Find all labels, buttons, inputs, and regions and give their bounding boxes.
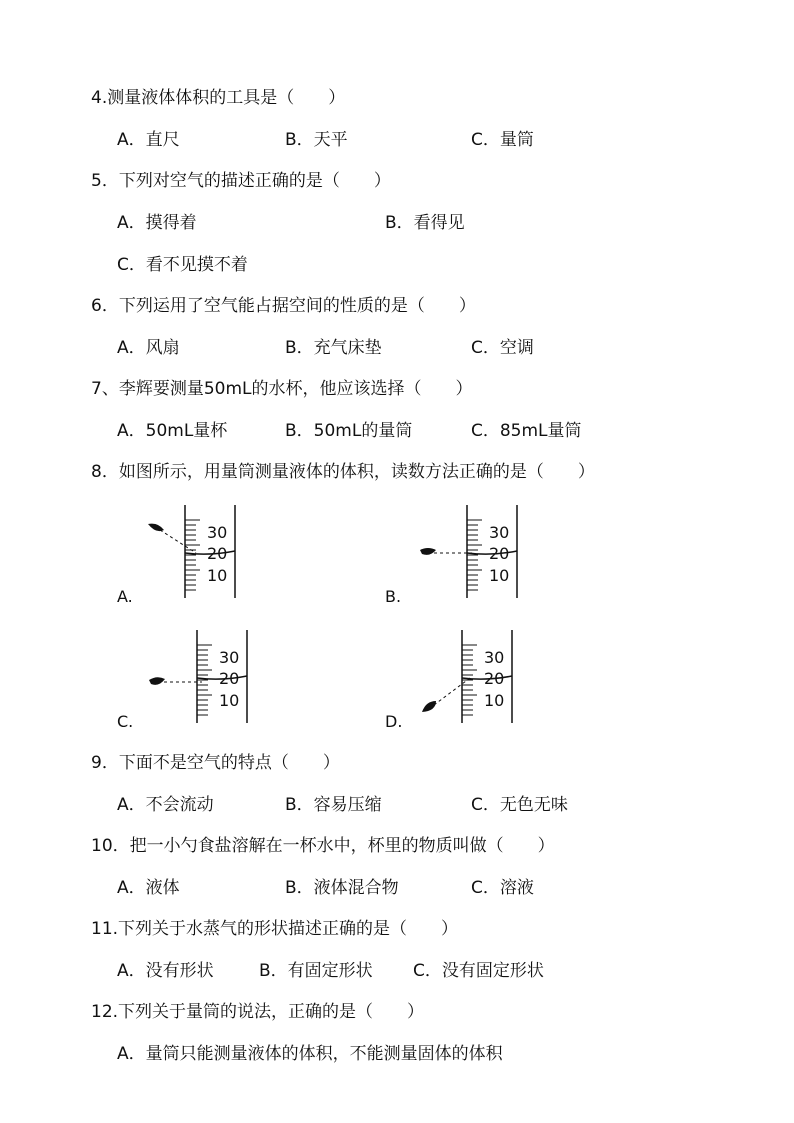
scale-label-20: 20	[484, 669, 505, 688]
figure-d-label[interactable]: D.	[385, 712, 403, 731]
eye-icon	[149, 677, 165, 685]
question-5-stem: 5．下列对空气的描述正确的是（ ）	[91, 171, 391, 191]
question-12-option-a[interactable]: A．量筒只能测量液体的体积，不能测量固体的体积	[117, 1044, 503, 1064]
question-9-option-a[interactable]: A．不会流动	[117, 795, 214, 815]
question-4-option-c[interactable]: C．量筒	[471, 130, 534, 150]
scale-label-30: 30	[484, 648, 505, 667]
question-5-option-a[interactable]: A．摸得着	[117, 213, 197, 233]
question-7-option-c[interactable]: C．85mL量筒	[471, 421, 582, 441]
figure-a-label[interactable]: A.	[117, 587, 133, 606]
question-12-stem: 12.下列关于量筒的说法，正确的是（ ）	[91, 1002, 425, 1022]
scale-label-10: 10	[219, 691, 240, 710]
figure-c-label[interactable]: C.	[117, 712, 134, 731]
question-6-option-a[interactable]: A．风扇	[117, 338, 180, 358]
scale-label-20: 20	[489, 544, 510, 563]
question-10-option-b[interactable]: B．液体混合物	[285, 878, 399, 898]
question-7-option-b[interactable]: B．50mL的量筒	[285, 421, 413, 441]
scale-label-30: 30	[219, 648, 240, 667]
eye-icon	[422, 701, 436, 712]
scale-label-10: 10	[207, 566, 228, 585]
cylinder-figure-c	[140, 625, 260, 730]
question-8-stem: 8．如图所示，用量筒测量液体的体积，读数方法正确的是（ ）	[91, 462, 595, 482]
question-5-option-b[interactable]: B．看得见	[385, 213, 465, 233]
question-6-stem: 6．下列运用了空气能占据空间的性质的是（ ）	[91, 296, 476, 316]
question-9-stem: 9．下面不是空气的特点（ ）	[91, 753, 340, 773]
scale-label-10: 10	[489, 566, 510, 585]
question-11-stem: 11.下列关于水蒸气的形状描述正确的是（ ）	[91, 919, 459, 939]
question-9-option-c[interactable]: C．无色无味	[471, 795, 568, 815]
question-7-option-a[interactable]: A．50mL量杯	[117, 421, 228, 441]
cylinder-figure-d	[410, 625, 530, 730]
question-6-option-c[interactable]: C．空调	[471, 338, 534, 358]
question-11-option-a[interactable]: A．没有形状	[117, 961, 214, 981]
question-5-option-c[interactable]: C．看不见摸不着	[117, 255, 248, 275]
question-10-option-a[interactable]: A．液体	[117, 878, 180, 898]
question-6-option-b[interactable]: B．充气床垫	[285, 338, 382, 358]
figure-b-label[interactable]: B.	[385, 587, 402, 606]
question-4-option-a[interactable]: A．直尺	[117, 130, 180, 150]
question-11-option-b[interactable]: B．有固定形状	[259, 961, 373, 981]
scale-label-10: 10	[484, 691, 505, 710]
scale-label-30: 30	[489, 523, 510, 542]
question-7-stem: 7、李辉要测量50mL的水杯，他应该选择（ ）	[91, 379, 473, 399]
scale-label-20: 20	[207, 544, 228, 563]
question-11-option-c[interactable]: C．没有固定形状	[413, 961, 544, 981]
question-9-option-b[interactable]: B．容易压缩	[285, 795, 382, 815]
question-4-stem: 4.测量液体体积的工具是（ ）	[91, 88, 346, 108]
question-10-option-c[interactable]: C．溶液	[471, 878, 534, 898]
cylinder-figure-b	[410, 500, 530, 605]
scale-label-30: 30	[207, 523, 228, 542]
eye-icon	[420, 548, 436, 555]
question-10-stem: 10．把一小勺食盐溶解在一杯水中，杯里的物质叫做（ ）	[91, 836, 555, 856]
scale-label-20: 20	[219, 669, 240, 688]
eye-icon	[148, 524, 164, 532]
question-4-option-b[interactable]: B．天平	[285, 130, 348, 150]
cylinder-figure-a	[140, 500, 250, 605]
